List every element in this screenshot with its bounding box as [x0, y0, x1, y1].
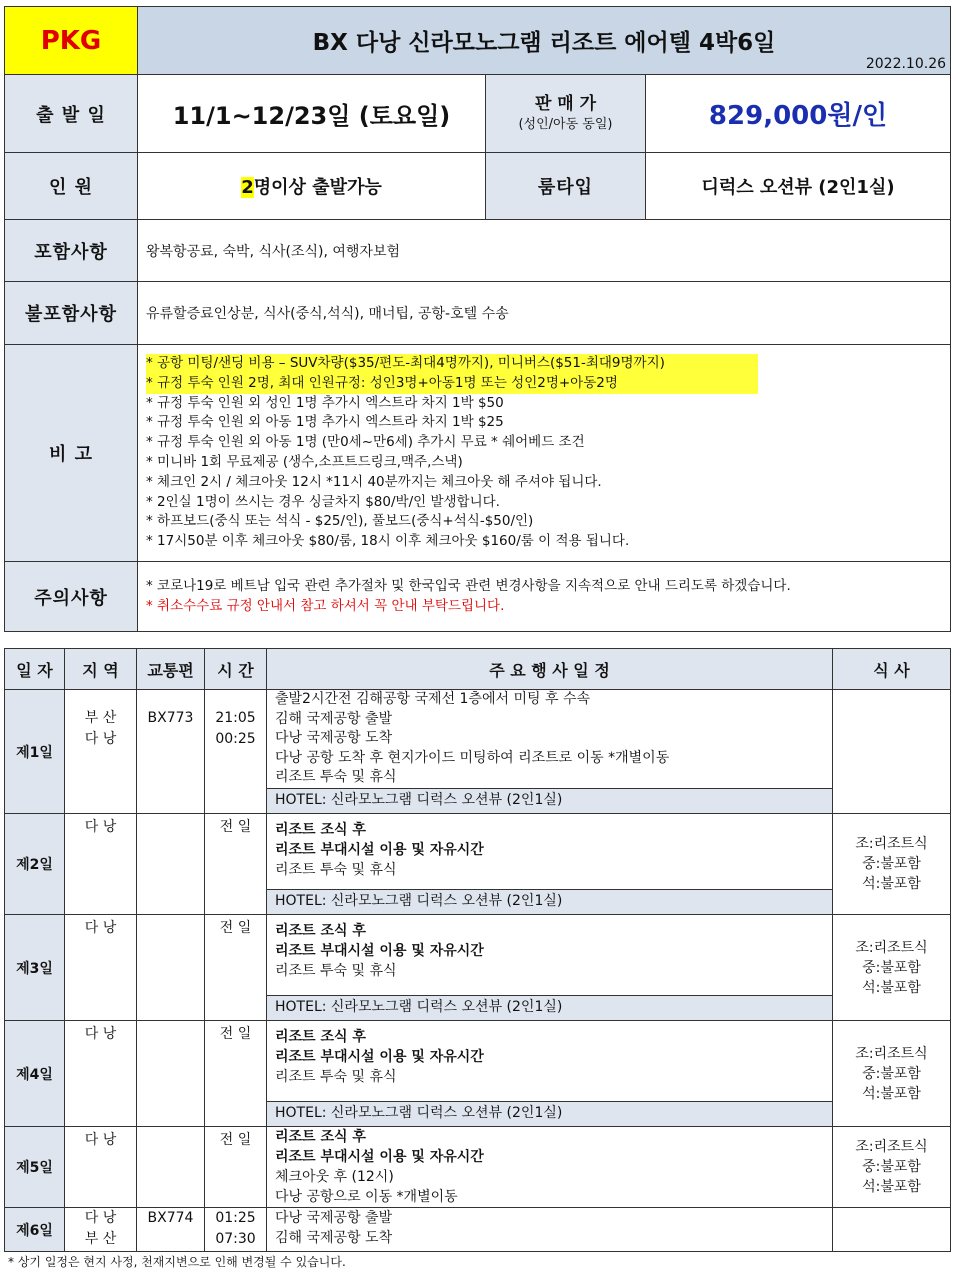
header-time: 시 간	[205, 649, 267, 690]
itinerary-row	[5, 814, 951, 915]
day-time: 01:25 07:30	[205, 1208, 267, 1252]
day-region: 다 낭	[65, 1021, 137, 1127]
package-summary-table	[4, 6, 951, 632]
schedule-line: 리조트 부대시설 이용 및 자유시간	[275, 943, 484, 959]
exclude-label: 불포함사항	[5, 282, 138, 345]
day-flight	[137, 1021, 205, 1127]
people-min-count: 2	[241, 177, 254, 198]
schedule-line: 다낭 공항 도착 후 현지가이드 미팅하여 리조트로 이동 *개별이동	[275, 749, 670, 766]
note-item: * 규정 투숙 인원 2명, 최대 인원규정: 성인3명+아동1명 또는 성인2명+아동2명	[146, 374, 942, 394]
day-time: 전 일	[205, 1021, 267, 1127]
day-schedule	[267, 915, 833, 1021]
day-meals: 조:리조트식 중:불포함 석:불포함	[833, 915, 951, 1021]
day-meals: 조:리조트식 중:불포함 석:불포함	[833, 1021, 951, 1127]
include-label: 포함사항	[5, 220, 138, 282]
day-region: 다 낭	[65, 915, 137, 1021]
schedule-line: 리조트 조식 후	[275, 1029, 366, 1045]
hotel-info: HOTEL: 신라모노그램 디럭스 오션뷰 (2인1실)	[267, 889, 832, 914]
price-value: 829,000원/인	[646, 75, 951, 153]
header-date: 일 자	[5, 649, 65, 690]
day-meals: 조:리조트식 중:불포함 석:불포함	[833, 814, 951, 915]
caution-item: * 코로나19로 베트남 입국 관련 추가절차 및 한국입국 관련 변경사항을 지속적으로 안내 드리도록 하겠습니다.	[146, 577, 791, 594]
schedule-line: 체크아웃 후 (12시)	[275, 1169, 394, 1185]
itinerary-row	[5, 1127, 951, 1208]
schedule-line: 리조트 투숙 및 휴식	[275, 1069, 397, 1085]
day-time: 전 일	[205, 814, 267, 915]
day-flight	[137, 1127, 205, 1208]
caution-item-red: * 취소수수료 규정 안내서 참고 하셔서 꼭 안내 부탁드립니다.	[146, 597, 505, 614]
day-label: 제6일	[5, 1208, 65, 1252]
day-schedule	[267, 814, 833, 915]
hotel-info: HOTEL: 신라모노그램 디럭스 오션뷰 (2인1실)	[267, 788, 832, 813]
day-flight: BX773	[137, 690, 205, 814]
document-date: 2022.10.26	[865, 56, 947, 72]
people-value: 명이상 출발가능	[253, 177, 382, 198]
day-label: 제5일	[5, 1127, 65, 1208]
include-value: 왕복항공료, 숙박, 식사(조식), 여행자보험	[138, 220, 951, 282]
note-item: * 체크인 2시 / 체크아웃 12시 *11시 40분까지는 체크아웃 해 주셔야 됩니다.	[146, 473, 602, 490]
day-flight	[137, 915, 205, 1021]
day-schedule	[267, 1208, 833, 1252]
day-meals	[833, 1208, 951, 1252]
caution-label: 주의사항	[5, 562, 138, 632]
day-flight: BX774	[137, 1208, 205, 1252]
schedule-line: 리조트 조식 후	[275, 1129, 366, 1145]
schedule-line: 리조트 투숙 및 휴식	[275, 963, 397, 979]
schedule-line: 출발2시간전 김해공항 국제선 1층에서 미팅 후 수속	[275, 691, 590, 707]
hotel-info: HOTEL: 신라모노그램 디럭스 오션뷰 (2인1실)	[267, 1101, 832, 1126]
note-item: * 2인실 1명이 쓰시는 경우 싱글차지 $80/박/인 발생합니다.	[146, 493, 500, 510]
day-region: 다 낭	[65, 1127, 137, 1208]
package-title: BX 다낭 신라모노그램 리조트 에어텔 4박6일	[312, 30, 776, 56]
note-item: * 공항 미팅/샌딩 비용 – SUV차량($35/편도-최대4명까지), 미니버스($51-최대9명까지)	[146, 354, 942, 374]
hotel-info: HOTEL: 신라모노그램 디럭스 오션뷰 (2인1실)	[267, 995, 832, 1020]
itinerary-row	[5, 1021, 951, 1127]
schedule-line: 리조트 부대시설 이용 및 자유시간	[275, 1049, 484, 1065]
day-label: 제3일	[5, 915, 65, 1021]
schedule-line: 리조트 부대시설 이용 및 자유시간	[275, 1149, 484, 1165]
price-label: 판 매 가	[534, 94, 597, 115]
schedule-line: 김해 국제공항 출발	[275, 710, 393, 727]
itinerary-header-row	[5, 649, 951, 690]
header-region: 지 역	[65, 649, 137, 690]
day-schedule	[267, 1127, 833, 1208]
day-schedule	[267, 1021, 833, 1127]
itinerary-row	[5, 690, 951, 814]
itinerary-footnote: * 상기 일정은 현지 사정, 천재지변으로 인해 변경될 수 있습니다.	[8, 1255, 346, 1269]
header-schedule: 주 요 행 사 일 정	[267, 649, 833, 690]
price-sublabel: (성인/아동 동일)	[518, 117, 613, 133]
day-meals: 조:리조트식 중:불포함 석:불포함	[833, 1127, 951, 1208]
schedule-line: 리조트 조식 후	[275, 822, 366, 838]
day-region: 부 산 다 낭	[65, 690, 137, 814]
day-time: 21:05 00:25	[205, 690, 267, 814]
day-label: 제2일	[5, 814, 65, 915]
price-label-cell	[486, 75, 646, 153]
room-label: 룸타입	[486, 153, 646, 220]
schedule-line: 다낭 국제공항 도착	[275, 730, 393, 746]
room-value: 디럭스 오션뷰 (2인1실)	[646, 153, 951, 220]
day-label: 제4일	[5, 1021, 65, 1127]
day-region: 다 낭	[65, 814, 137, 915]
depart-value: 11/1~12/23일 (토요일)	[138, 75, 486, 153]
header-transport: 교통편	[137, 649, 205, 690]
itinerary-row	[5, 915, 951, 1021]
header-meals: 식 사	[833, 649, 951, 690]
notes-label: 비 고	[5, 345, 138, 562]
note-item: * 하프보드(중식 또는 석식 - $25/인), 풀보드(중식+석식-$50/인)	[146, 513, 534, 530]
package-title-cell	[138, 7, 951, 75]
schedule-line: 리조트 부대시설 이용 및 자유시간	[275, 842, 484, 858]
people-value-cell	[138, 153, 486, 220]
day-schedule	[267, 690, 833, 814]
schedule-line: 다낭 공항으로 이동 *개별이동	[275, 1189, 458, 1205]
schedule-line: 리조트 투숙 및 휴식	[275, 862, 397, 878]
day-region: 다 낭 부 산	[65, 1208, 137, 1252]
schedule-line: 리조트 투숙 및 휴식	[275, 769, 397, 785]
pkg-badge: PKG	[5, 7, 138, 75]
day-flight	[137, 814, 205, 915]
day-label: 제1일	[5, 690, 65, 814]
schedule-line: 다낭 국제공항 출발	[275, 1210, 393, 1226]
note-item: * 미니바 1회 무료제공 (생수,소프트드링크,맥주,스낵)	[146, 454, 463, 470]
caution-list	[138, 562, 951, 632]
day-meals	[833, 690, 951, 814]
note-item: * 규정 투숙 인원 외 아동 1명 (만0세~만6세) 추가시 무료 * 쉐어베드 조건	[146, 434, 585, 451]
depart-label: 출 발 일	[5, 75, 138, 153]
day-time: 전 일	[205, 1127, 267, 1208]
note-item: * 17시50분 이후 체크아웃 $80/룸, 18시 이후 체크아웃 $160/룸 이 적용 됩니다.	[146, 533, 630, 550]
notes-list	[138, 345, 951, 562]
note-item: * 규정 투숙 인원 외 성인 1명 추가시 엑스트라 차지 1박 $50	[146, 394, 504, 411]
schedule-line: 리조트 조식 후	[275, 923, 366, 939]
schedule-line: 김해 국제공항 도착	[275, 1230, 393, 1246]
people-label: 인 원	[5, 153, 138, 220]
note-item: * 규정 투숙 인원 외 아동 1명 추가시 엑스트라 차지 1박 $25	[146, 414, 504, 431]
itinerary-row	[5, 1208, 951, 1252]
day-time: 전 일	[205, 915, 267, 1021]
itinerary-table	[4, 648, 951, 1252]
exclude-value: 유류할증료인상분, 식사(중식,석식), 매너팁, 공항-호텔 수송	[138, 282, 951, 345]
